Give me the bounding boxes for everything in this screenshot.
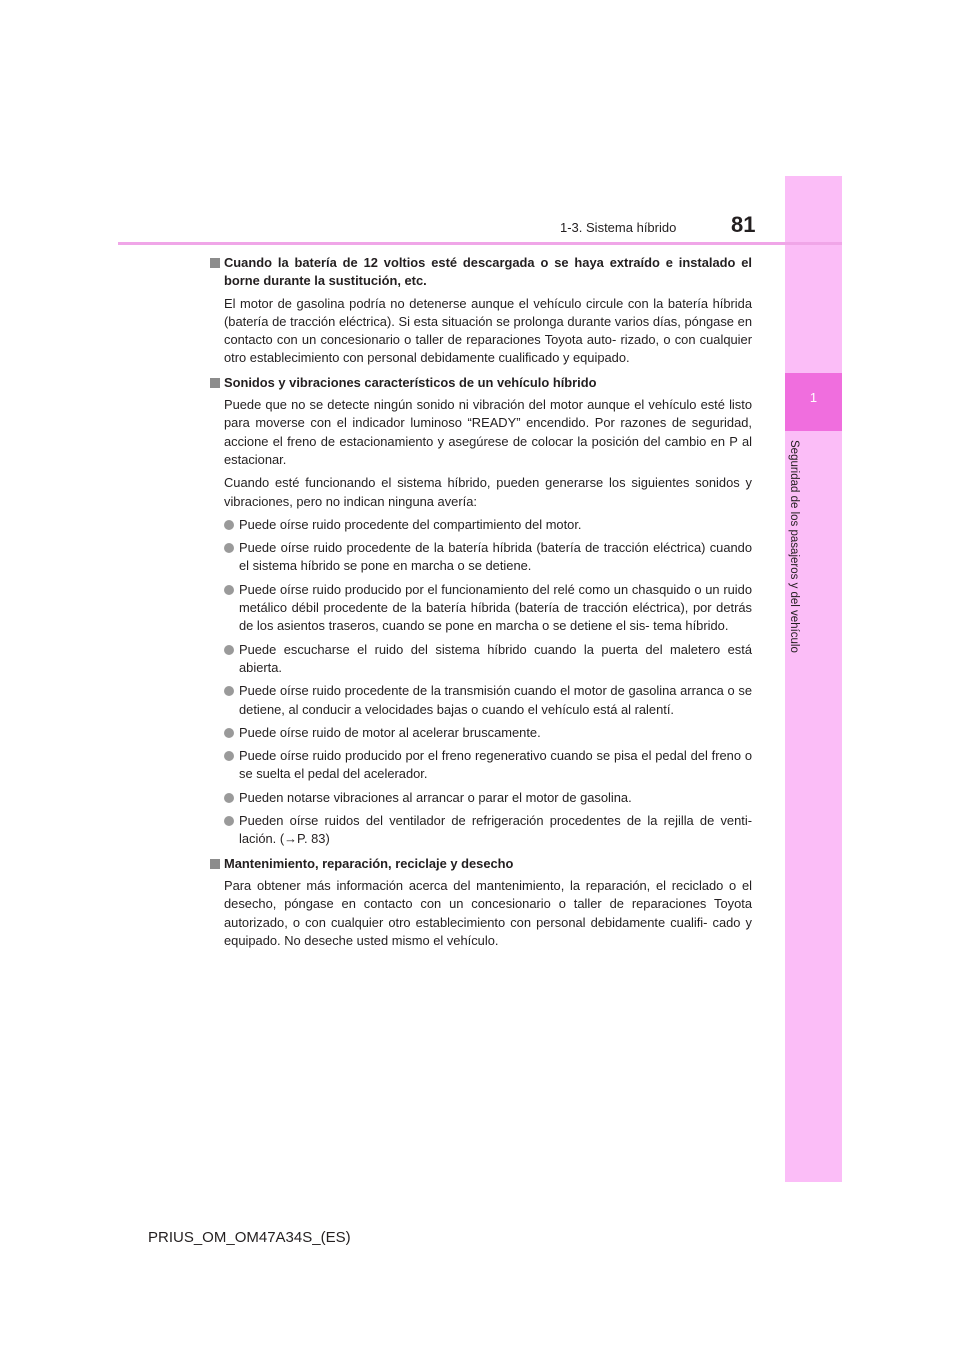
circle-bullet-icon bbox=[224, 520, 234, 530]
paragraph: Puede que no se detecte ningún sonido ni vibración del motor aunque el vehículo esté listo para moverse con el indicador luminoso “READY” encendido. Por razones de seguridad, accione el freno de estacionamiento y asegúrese de colocar la posición del cambio en P al estacionar. bbox=[224, 397, 752, 467]
chapter-title: Seguridad de los pasajeros y del vehículo bbox=[788, 440, 800, 653]
section-heading-text: Cuando la batería de 12 voltios esté descargada o se haya extraído e instalado el borne durante la sustitución, etc. bbox=[224, 255, 752, 289]
header-rule bbox=[118, 242, 842, 245]
list-item-text: Puede oírse ruido procedente del compartimiento del motor. bbox=[239, 516, 582, 532]
paragraph: Para obtener más información acerca del mantenimiento, la reparación, el reciclado o el desecho, póngase en contacto con un concesionario o taller de reparaciones Toyota autorizado, o con cualquier otro establecimiento con personal debidamente cualifi- cado y equipado. No deseche usted mismo el vehículo. bbox=[224, 877, 752, 948]
list-item bbox=[210, 724, 752, 742]
list-item-text: Puede oírse ruido procedente de la batería híbrida (batería de tracción eléctrica) cuando el sistema híbrido se pone en marcha o se detiene. bbox=[239, 540, 752, 574]
section-heading bbox=[210, 855, 752, 873]
list-item-text: Puede escucharse el ruido del sistema híbrido cuando la puerta del maletero está abierta. bbox=[239, 641, 752, 675]
section-heading-text: Sonidos y vibraciones característicos de un vehículo híbrido bbox=[224, 374, 597, 390]
document-code: PRIUS_OM_OM47A34S_(ES) bbox=[148, 1229, 351, 1246]
paragraph: Cuando esté funcionando el sistema híbrido, pueden generarse los siguientes sonidos y vibraciones, pero no indican ninguna avería: bbox=[224, 475, 752, 509]
circle-bullet-icon bbox=[224, 793, 234, 803]
list-item bbox=[210, 682, 752, 719]
page-content bbox=[210, 254, 752, 955]
section-heading bbox=[210, 374, 752, 392]
circle-bullet-icon bbox=[224, 816, 234, 826]
list-item bbox=[210, 516, 752, 534]
list-item-text: Pueden oírse ruidos del ventilador de refrigeración procedentes de la rejilla de venti- lación. (→P. 83) bbox=[239, 813, 752, 847]
section-heading-text: Mantenimiento, reparación, reciclaje y desecho bbox=[224, 855, 514, 871]
circle-bullet-icon bbox=[224, 728, 234, 738]
circle-bullet-icon bbox=[224, 751, 234, 761]
list-item bbox=[210, 641, 752, 678]
circle-bullet-icon bbox=[224, 543, 234, 553]
circle-bullet-icon bbox=[224, 645, 234, 655]
section-title: 1-3. Sistema híbrido bbox=[560, 220, 677, 235]
page-number: 81 bbox=[731, 212, 756, 237]
list-item-text: Pueden notarse vibraciones al arrancar o parar el motor de gasolina. bbox=[239, 789, 632, 805]
list-item bbox=[210, 812, 752, 849]
circle-bullet-icon bbox=[224, 686, 234, 696]
circle-bullet-icon bbox=[224, 585, 234, 595]
list-item bbox=[210, 747, 752, 784]
square-bullet-icon bbox=[210, 859, 220, 869]
square-bullet-icon bbox=[210, 258, 220, 268]
list-item-text: Puede oírse ruido de motor al acelerar bruscamente. bbox=[239, 724, 541, 740]
chapter-number: 1 bbox=[809, 390, 818, 405]
list-item bbox=[210, 539, 752, 576]
list-item-text: Puede oírse ruido procedente de la transmisión cuando el motor de gasolina arranca o se detiene, al conducir a velocidades bajas o cuando el vehículo está al ralentí. bbox=[239, 683, 752, 717]
list-item-text: Puede oírse ruido producido por el funcionamiento del relé como un chasquido o un ruido metálico débil procedente de la batería híbrida (batería de tracción eléctrica), por detrás de los asientos traseros, cuando se pone en marcha o se detiene el sis- tema híbrido. bbox=[239, 581, 752, 634]
section-heading bbox=[210, 254, 752, 291]
list-item bbox=[210, 789, 752, 807]
square-bullet-icon bbox=[210, 378, 220, 388]
paragraph: El motor de gasolina podría no detenerse aunque el vehículo circule con la batería híbrida (batería de tracción eléctrica). Si esta situación se prolonga durante varios días, póngase en contacto con un concesionario o taller de reparaciones Toyota auto- rizado, o con cualquier otro establecimiento con personal debidamente cualificado y equipado. bbox=[224, 295, 752, 366]
list-item bbox=[210, 581, 752, 636]
list-item-text: Puede oírse ruido producido por el freno regenerativo cuando se pisa el pedal del freno o se suelta el pedal del acelerador. bbox=[239, 748, 752, 782]
